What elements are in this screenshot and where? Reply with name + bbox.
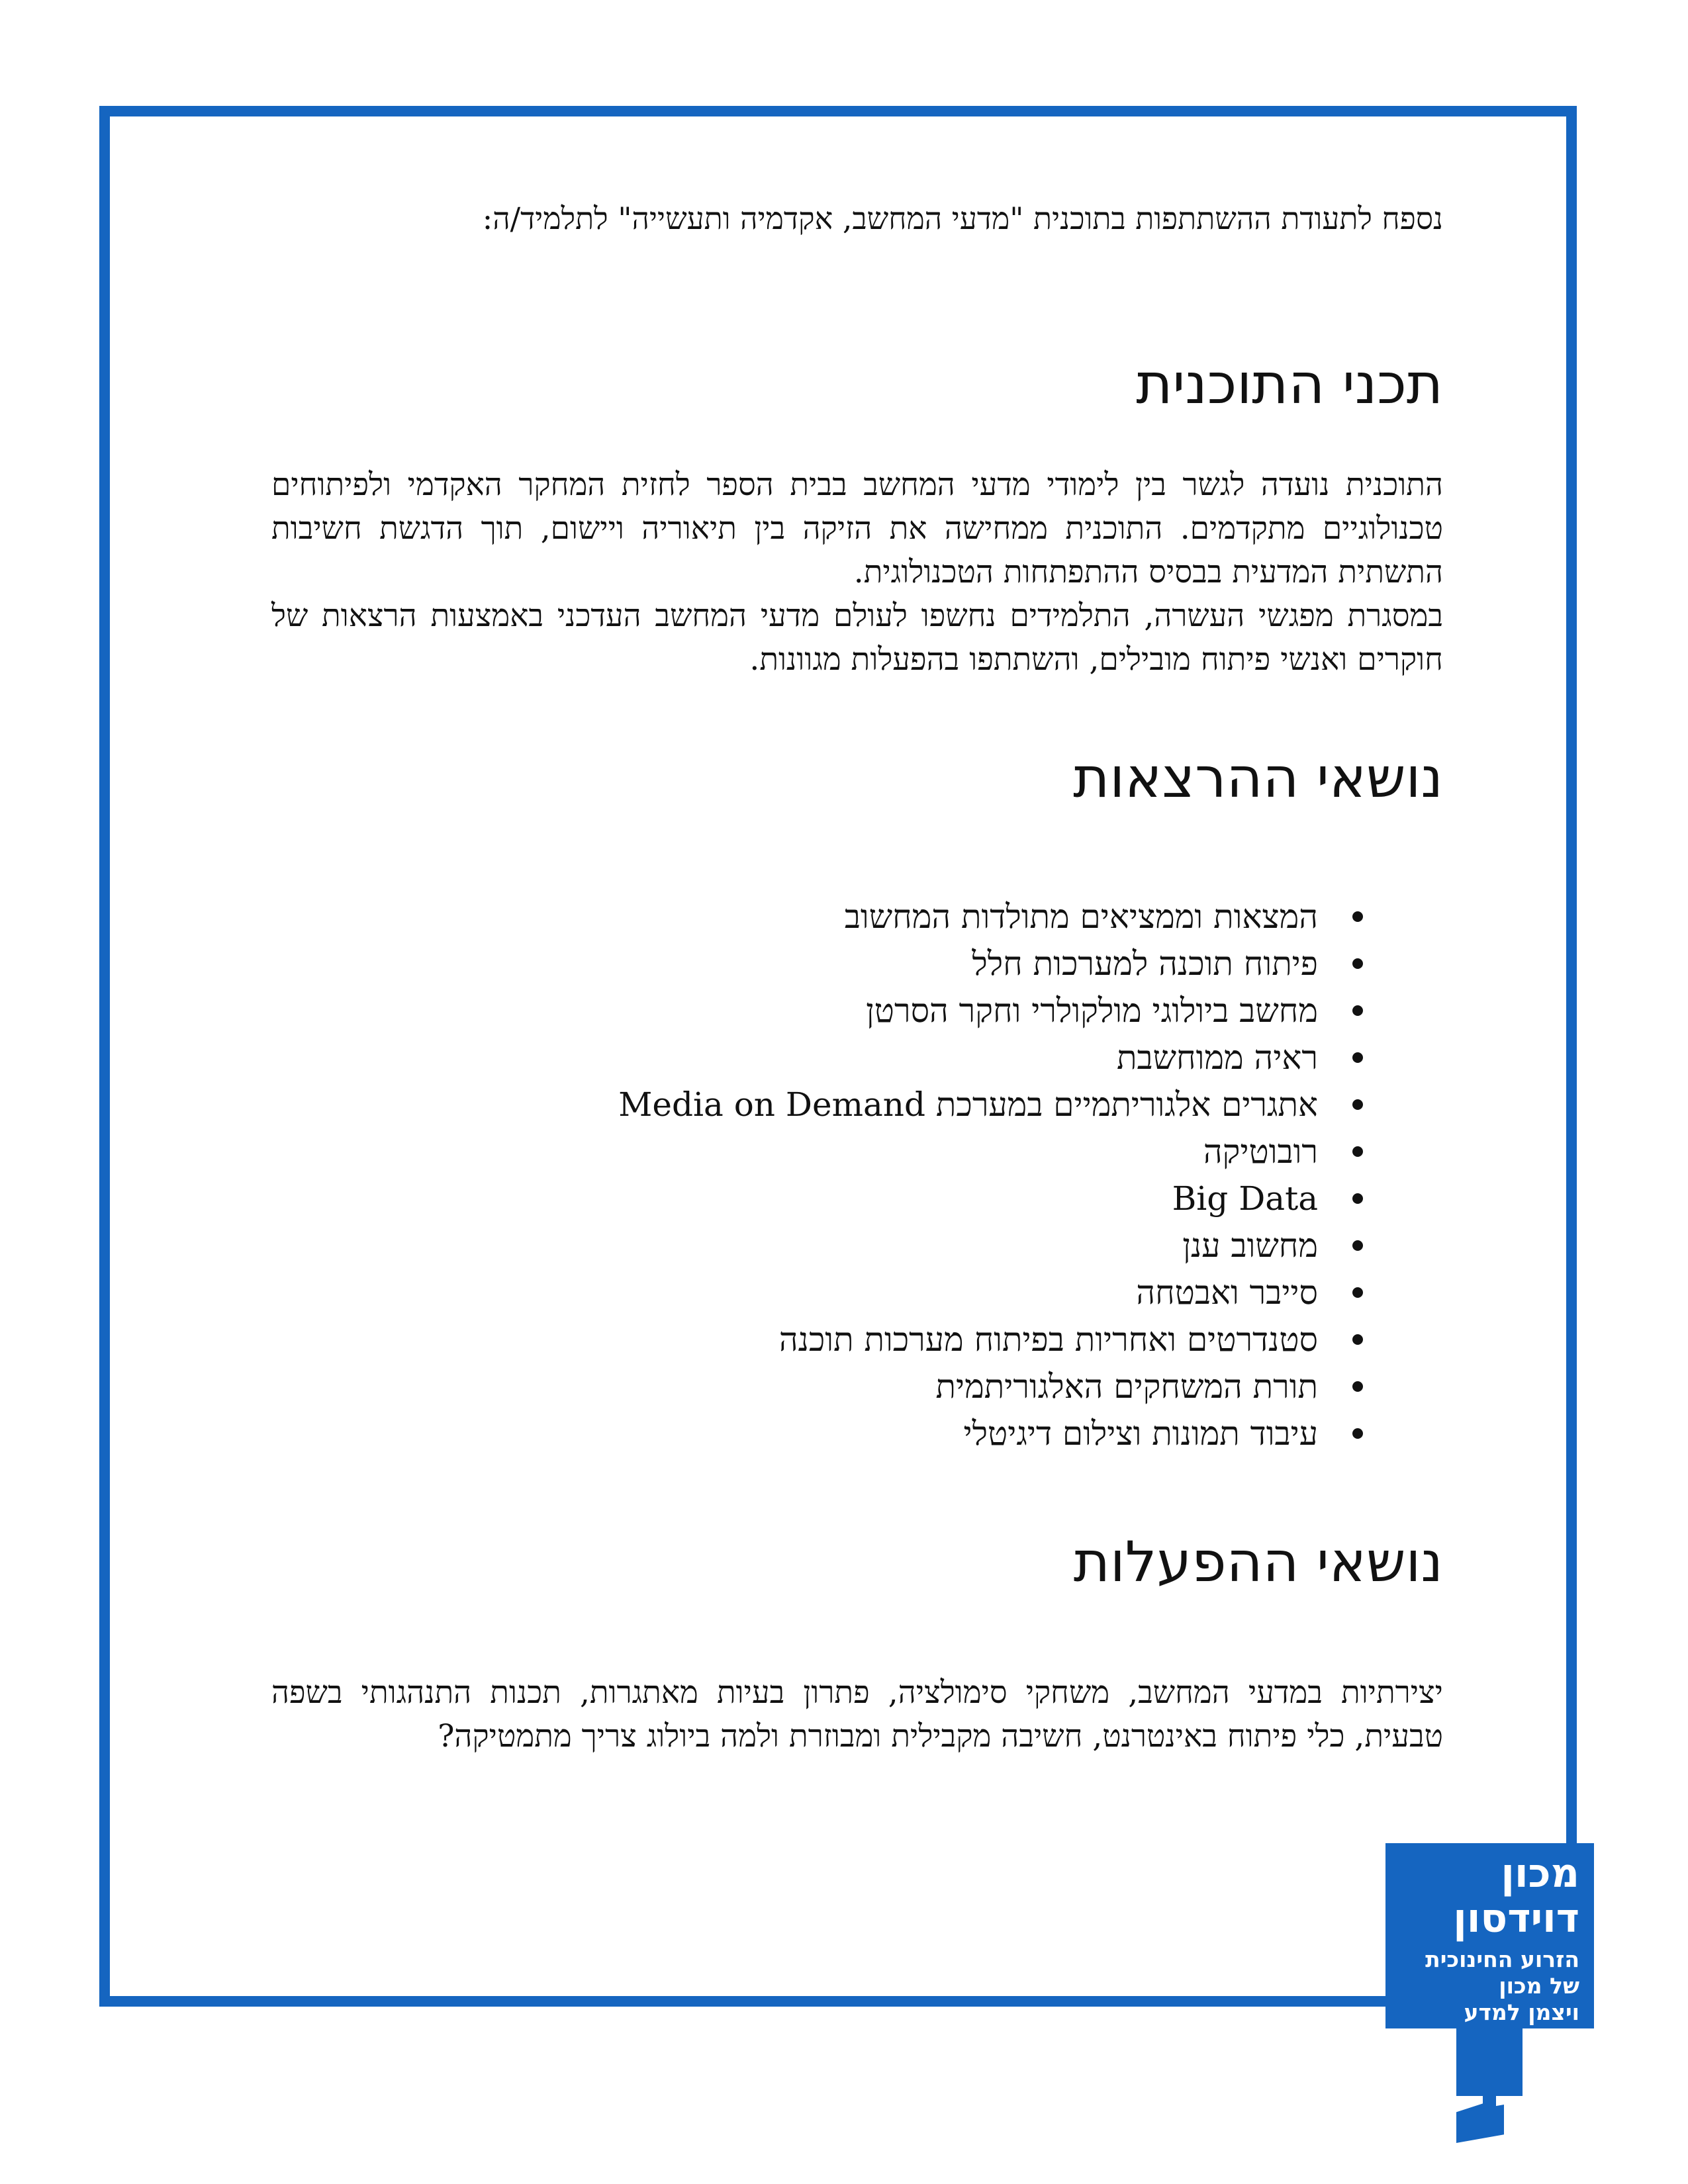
lecture-topic: עיבוד תמונות וצילום דיגיטלי [963,1414,1318,1453]
lecture-topic: סייבר ואבטחה [1136,1273,1318,1312]
lecture-topic: סטנדרטים ואחריות בפיתוח מערכות תוכנה [778,1320,1318,1359]
list-item [618,1410,1334,1457]
list-item [618,1175,1334,1222]
list-item [618,893,1334,940]
bullet-icon [1352,958,1363,969]
bullet-icon [1352,1146,1363,1157]
activities-paragraph: יצירתיות במדעי המחשב, משחקי סימולציה, פתרון בעיות מאתגרות, תכנות התנהגותי בשפה טבעית, כלי פיתוח באינטרנט, חשיבה מקבילית ומבוזרת ולמה ביולוג צריך מתמטיקה? [271,1674,1443,1754]
list-item [618,1363,1334,1410]
logo-name-line-1: מכון [1501,1850,1579,1897]
list-item [618,1034,1334,1081]
bullet-icon [1352,1381,1363,1392]
lecture-topic: מחשב ביולוגי מולקולרי וחקר הסרטן [866,991,1318,1030]
lecture-topic: Big Data [1172,1179,1318,1218]
lecture-topic: אתגרים אלגוריתמיים במערכת Media on Demand [618,1085,1318,1124]
logo-name-line-2: דוידסון [1453,1895,1579,1942]
bullet-icon [1352,1193,1363,1204]
logo-subtitle-line-1: הזרוע החינוכית [1425,1946,1579,1972]
lecture-topic: מחשוב ענן [1182,1226,1318,1265]
list-item [618,1081,1334,1128]
bullet-icon [1352,1334,1363,1345]
list-item [618,1269,1334,1316]
bullet-icon [1352,1240,1363,1251]
logo-subtitle-line-3: ויצמן למדע [1464,1999,1579,2025]
lecture-topic: רובוטיקה [1203,1132,1318,1171]
list-item [618,940,1334,987]
list-item [618,1222,1334,1269]
bullet-icon [1352,1005,1363,1016]
lecture-topic: פיתוח תוכנה למערכות חלל [972,944,1318,983]
list-item [618,987,1334,1034]
bullet-icon [1352,1428,1363,1439]
bullet-icon [1352,1287,1363,1298]
bullet-icon [1352,911,1363,922]
bullet-icon [1352,1052,1363,1063]
program-paragraph-1: התוכנית נועדה לגשר בין לימודי מדעי המחשב בבית הספר לחזית המחקר האקדמי ולפיתוחים טכנולוגיים מתקדמים. התוכנית ממחישה את הזיקה בין תיאוריה ויישום, תוך הדגשת חשיבות התשתית המדעית בבסיס ההתפתחות הטכנולוגית. [271,467,1443,590]
activities-heading: נושאי ההפעלות [1073,1529,1443,1594]
bullet-icon [1352,1099,1363,1110]
program-description [271,463,1443,682]
lecture-topic: המצאות וממציאים מתולדות המחשוב [844,897,1318,936]
lecture-topic: ראיה ממוחשבת [1117,1038,1318,1077]
program-paragraph-2: במסגרת מפגשי העשרה, התלמידים נחשפו לעולם מדעי המחשב העדכני באמצעות הרצאות של חוקרים ואנשי פיתוח מובילים, והשתתפו בהפעלות מגוונות. [271,598,1443,678]
logo-subtitle-line-2: של מכון [1499,1973,1579,1999]
list-item [618,1128,1334,1175]
list-item [618,1316,1334,1363]
davidson-institute-logo [1385,1843,1594,2028]
intro-line: נספח לתעודת ההשתתפות בתוכנית "מדעי המחשב, אקדמיה ותעשייה" לתלמיד/ה: [482,201,1443,236]
program-content-heading: תכני התוכנית [1136,351,1443,416]
activities-description [271,1671,1443,1758]
lectures-list [618,893,1334,1457]
lectures-heading: נושאי ההרצאות [1073,745,1443,810]
lecture-topic: תורת המשחקים האלגוריתמית [935,1367,1318,1406]
